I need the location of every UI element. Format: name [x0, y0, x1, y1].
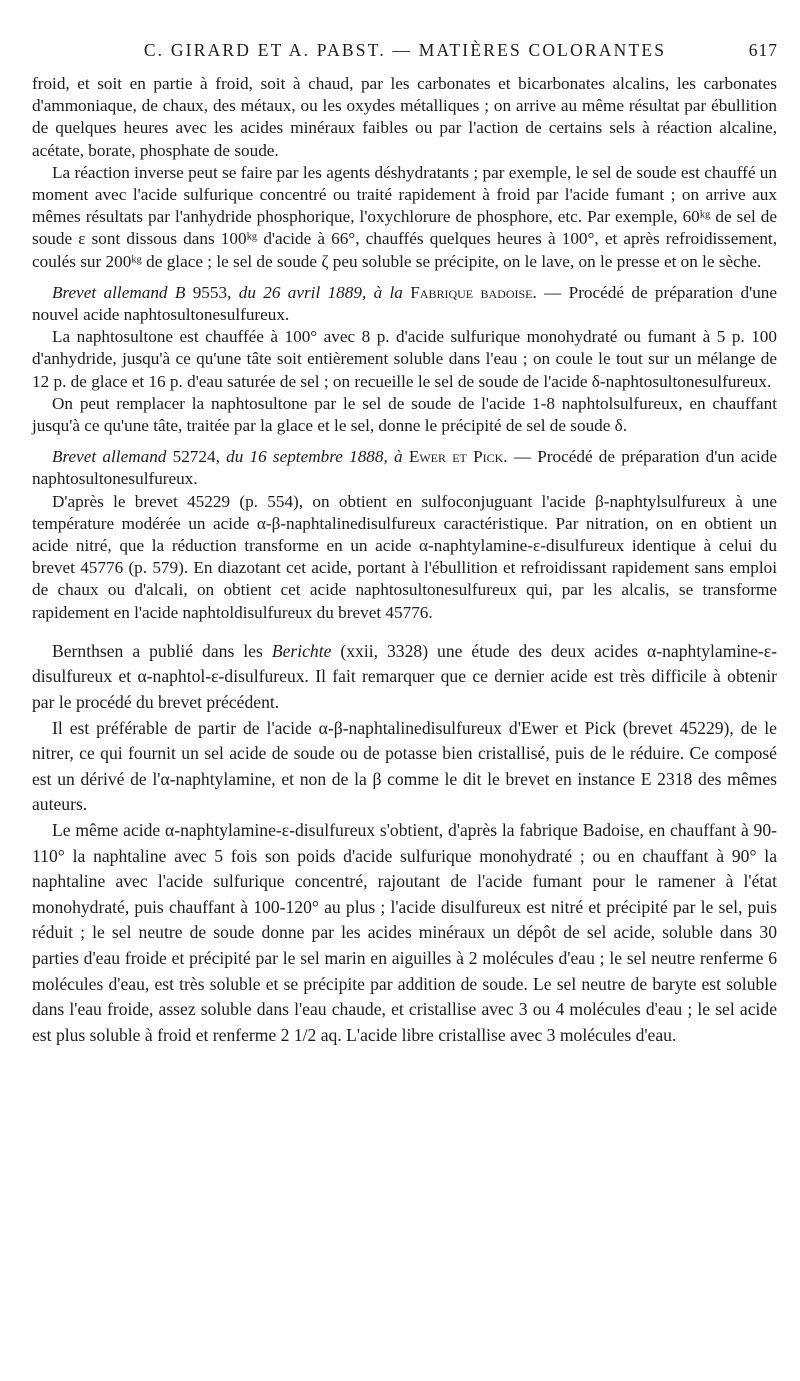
patent-number: 52724, [172, 447, 220, 467]
patent-description: — Procédé de préparation d'un acide naphtosultonesulfureux. [32, 447, 778, 489]
running-header [32, 40, 778, 68]
paragraph: D'après le brevet 45229 (p. 554), on obtient en sulfoconjuguant l'acide β-naphtylsulfureux à une température modérée un acide α-β-naphtalinedisulfureux caractéristique. Par nitration, on en obtient un acide nitré, que la réduction transforme en un acide α-naphtylamine-ε-disulfureux identique à celui du brevet 45776 (p. 579). En diazotant cet acide, portant à l'ébullition et refroidissant rapidement sans emploi de chaux ou d'alcali, on obtient cet acide naphtosultonesulfureux qui, par les alcalis, se transforme rapidement en l'acide naphtoldisulfureux du brevet 45776. [32, 491, 777, 622]
patent-prefix: Brevet allemand B [52, 282, 186, 302]
patent-date: 26 avril 1889, [263, 282, 367, 302]
lower-section [32, 639, 777, 1049]
paragraph: Le même acide α-naphtylamine-ε-disulfureux s'obtient, d'après la fabrique Badoise, en chauffant à 90-110° la naphtaline avec 5 fois son poids d'acide sulfurique monohydraté ; ou en chauffant à 90° la naphtaline avec l'acide sulfurique concentré, rajoutant de l'acide fumant pour le ramener à l'état monohydraté, puis chauffant à 100-120° au plus ; l'acide disulfureux est nitré et précipité par le sel, puis réduit ; le sel neutre de soude donne par les acides minéraux un dépôt de sel acide, soluble dans 30 parties d'eau froide et précipité par le sel marin en aiguilles à 2 molécules d'eau ; le sel neutre renferme 6 molécules d'eau, est très soluble et se précipite par addition de soude. Le sel neutre de baryte est soluble dans l'eau froide, assez soluble dans l'eau chaude, et cristallise avec 3 ou 4 molécules d'eau ; le sel acide est plus soluble à froid et renferme 2 1/2 aq. L'acide libre cristallise avec 3 molécules d'eau. [32, 820, 777, 1045]
paragraph [32, 639, 777, 716]
journal-title: Berichte [271, 640, 332, 661]
patent-number: 9553, [192, 282, 232, 302]
date-prefix: du [238, 282, 256, 302]
paragraph: La réaction inverse peut se faire par les agents déshydratants ; par exemple, le sel de soude est chauffé un moment avec l'acide sulfurique concentré ou traité rapidement à froid par l'acide fumant ; on arrive aux mêmes résultats par l'anhydride phosphorique, l'oxychlorure de phosphore, etc. Par exemple, 60ᵏᵍ de sel de soude ε sont dissous dans 100ᵏᵍ d'acide à 66°, chauffés quelques heures à 100°, et après refroidissement, coulés sur 200ᵏᵍ de glace ; le sel de soude ζ peu soluble se précipite, on le lave, on le presse et on le sèche. [32, 162, 777, 271]
page-number: 617 [748, 40, 778, 60]
patent-prefix: Brevet allemand [52, 447, 167, 467]
body-text [32, 73, 777, 1048]
paragraph-body: (xxii, 3328) une étude des deux acides α-naphtylamine-ε-disulfureux et α-naphtol-ε-disulfureux. Il fait remarquer que ce dernier acide est très difficile à obtenir par le procédé du brevet précédent. [32, 640, 777, 713]
paragraph: Il est préférable de partir de l'acide α-β-naphtalinedisulfureux d'Ewer et Pick (brevet 45229), de le nitrer, ce qui fournit un sel acide de soude ou de potasse bien cristallisé, puis de le réduire. Ce composé est un dérivé de l'α-naphtylamine, et non de la β comme le dit le brevet en instance E 2318 des mêmes auteurs. [32, 717, 777, 815]
assignee-prefix: à la [373, 282, 403, 302]
paragraph-lead: Bernthsen a publié dans les [52, 640, 263, 661]
date-prefix: du [226, 447, 244, 467]
paragraph: On peut remplacer la naphtosultone par le sel de soude de l'acide 1-8 naphtolsulfureux, en chauffant jusqu'à ce qu'une tâte, traitée par la glace et le sel, donne le précipité de sel de soude δ. [32, 393, 777, 436]
patent-heading [32, 446, 777, 490]
paragraph: froid, et soit en partie à froid, soit à chaud, par les carbonates et bicarbonates alcalins, les carbonates d'ammoniaque, de chaux, des métaux, ou les oxydes métalliques ; on arrive au même résultat par ébullition de quelques heures avec les acides minéraux faibles ou par l'action de certains sels à réaction alcaline, acétate, borate, phosphate de soude. [32, 74, 777, 160]
assignee: Fabrique badoise. [410, 282, 537, 302]
running-title: C. GIRARD ET A. PABST. — MATIÈRES COLORANTES [143, 40, 667, 60]
patent-date: 16 septembre 1888, [249, 447, 388, 467]
assignee: Ewer et Pick. [408, 447, 508, 467]
patent-heading [32, 282, 777, 326]
assignee-prefix: à [394, 447, 403, 467]
paragraph: La naphtosultone est chauffée à 100° avec 8 p. d'acide sulfurique monohydraté ou fumant à 5 p. 100 d'anhydride, jusqu'à ce qu'une tâte soit entièrement soluble dans l'eau ; on coule le tout sur un mélange de 12 p. de glace et 16 p. d'eau saturée de sel ; on recueille le sel de soude de l'acide δ-naphtosultonesulfureux. [32, 327, 777, 391]
patent-description: — Procédé de préparation d'une nouvel acide naphtosultonesulfureux. [32, 282, 778, 325]
